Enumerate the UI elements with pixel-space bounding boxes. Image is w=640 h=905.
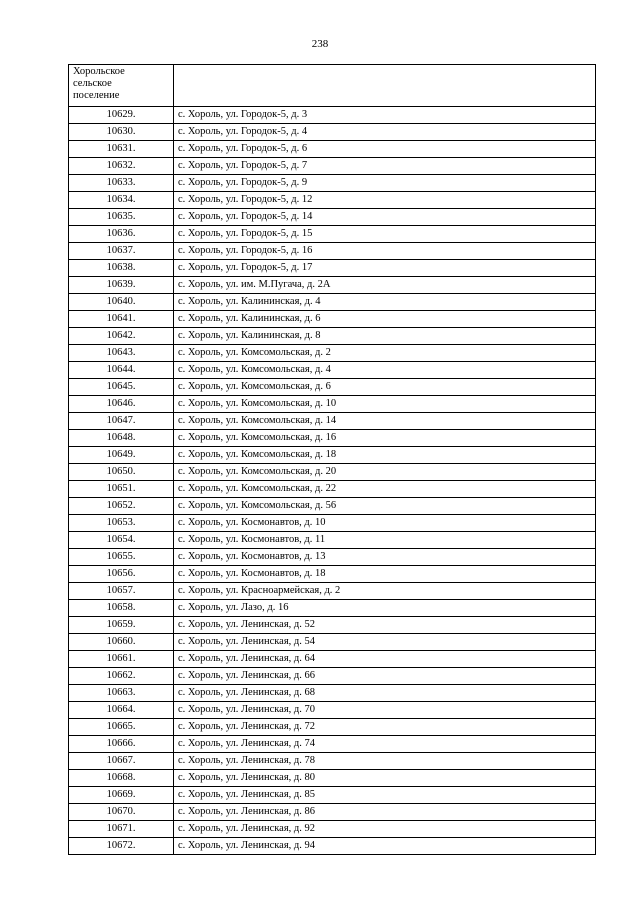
record-address: с. Хороль, ул. Городок-5, д. 3 — [174, 107, 596, 124]
record-address: с. Хороль, ул. Космонавтов, д. 10 — [174, 515, 596, 532]
record-address: с. Хороль, ул. Ленинская, д. 66 — [174, 668, 596, 685]
record-address: с. Хороль, ул. Космонавтов, д. 18 — [174, 566, 596, 583]
record-number: 10665. — [69, 719, 174, 736]
record-number: 10652. — [69, 498, 174, 515]
record-address: с. Хороль, ул. Ленинская, д. 78 — [174, 753, 596, 770]
table-row — [69, 345, 596, 362]
table-row — [69, 413, 596, 430]
table-row — [69, 209, 596, 226]
record-number: 10638. — [69, 260, 174, 277]
table-row — [69, 464, 596, 481]
record-address: с. Хороль, ул. им. М.Пугача, д. 2А — [174, 277, 596, 294]
table-row — [69, 226, 596, 243]
record-number: 10670. — [69, 804, 174, 821]
record-number: 10660. — [69, 634, 174, 651]
record-number: 10655. — [69, 549, 174, 566]
section-empty-cell — [174, 65, 596, 107]
table-row — [69, 583, 596, 600]
table-row — [69, 804, 596, 821]
table-row — [69, 753, 596, 770]
table-row — [69, 651, 596, 668]
table-row — [69, 277, 596, 294]
record-address: с. Хороль, ул. Ленинская, д. 70 — [174, 702, 596, 719]
record-address: с. Хороль, ул. Комсомольская, д. 20 — [174, 464, 596, 481]
record-address: с. Хороль, ул. Ленинская, д. 52 — [174, 617, 596, 634]
table-row — [69, 158, 596, 175]
record-number: 10636. — [69, 226, 174, 243]
record-address: с. Хороль, ул. Ленинская, д. 80 — [174, 770, 596, 787]
record-address: с. Хороль, ул. Ленинская, д. 94 — [174, 838, 596, 855]
address-table-body — [69, 65, 596, 855]
record-number: 10659. — [69, 617, 174, 634]
page-number: 238 — [311, 38, 329, 50]
record-number: 10642. — [69, 328, 174, 345]
table-row — [69, 634, 596, 651]
table-row — [69, 821, 596, 838]
table-row — [69, 107, 596, 124]
record-number: 10664. — [69, 702, 174, 719]
record-number: 10651. — [69, 481, 174, 498]
table-row — [69, 617, 596, 634]
section-header-row — [69, 65, 596, 107]
table-row — [69, 719, 596, 736]
table-row — [69, 549, 596, 566]
record-number: 10630. — [69, 124, 174, 141]
table-row — [69, 396, 596, 413]
table-row — [69, 532, 596, 549]
record-number: 10663. — [69, 685, 174, 702]
record-address: с. Хороль, ул. Комсомольская, д. 10 — [174, 396, 596, 413]
record-address: с. Хороль, ул. Комсомольская, д. 6 — [174, 379, 596, 396]
table-row — [69, 498, 596, 515]
record-number: 10637. — [69, 243, 174, 260]
record-number: 10641. — [69, 311, 174, 328]
table-row — [69, 430, 596, 447]
record-address: с. Хороль, ул. Красноармейская, д. 2 — [174, 583, 596, 600]
table-row — [69, 770, 596, 787]
record-address: с. Хороль, ул. Ленинская, д. 85 — [174, 787, 596, 804]
record-number: 10635. — [69, 209, 174, 226]
record-address: с. Хороль, ул. Городок-5, д. 9 — [174, 175, 596, 192]
record-number: 10631. — [69, 141, 174, 158]
record-number: 10672. — [69, 838, 174, 855]
table-row — [69, 702, 596, 719]
record-number: 10632. — [69, 158, 174, 175]
record-address: с. Хороль, ул. Ленинская, д. 74 — [174, 736, 596, 753]
record-address: с. Хороль, ул. Лазо, д. 16 — [174, 600, 596, 617]
record-address: с. Хороль, ул. Ленинская, д. 86 — [174, 804, 596, 821]
record-number: 10648. — [69, 430, 174, 447]
record-number: 10658. — [69, 600, 174, 617]
record-address: с. Хороль, ул. Комсомольская, д. 4 — [174, 362, 596, 379]
record-number: 10668. — [69, 770, 174, 787]
record-number: 10629. — [69, 107, 174, 124]
record-number: 10656. — [69, 566, 174, 583]
record-address: с. Хороль, ул. Городок-5, д. 4 — [174, 124, 596, 141]
record-number: 10650. — [69, 464, 174, 481]
table-row — [69, 294, 596, 311]
table-row — [69, 447, 596, 464]
table-row — [69, 736, 596, 753]
record-number: 10666. — [69, 736, 174, 753]
record-address: с. Хороль, ул. Космонавтов, д. 13 — [174, 549, 596, 566]
table-row — [69, 192, 596, 209]
record-number: 10646. — [69, 396, 174, 413]
record-number: 10640. — [69, 294, 174, 311]
table-row — [69, 515, 596, 532]
record-address: с. Хороль, ул. Ленинская, д. 64 — [174, 651, 596, 668]
record-number: 10654. — [69, 532, 174, 549]
table-row — [69, 124, 596, 141]
record-number: 10647. — [69, 413, 174, 430]
record-number: 10657. — [69, 583, 174, 600]
table-row — [69, 175, 596, 192]
record-address: с. Хороль, ул. Комсомольская, д. 16 — [174, 430, 596, 447]
record-number: 10639. — [69, 277, 174, 294]
record-address: с. Хороль, ул. Космонавтов, д. 11 — [174, 532, 596, 549]
table-row — [69, 685, 596, 702]
record-address: с. Хороль, ул. Ленинская, д. 92 — [174, 821, 596, 838]
record-address: с. Хороль, ул. Комсомольская, д. 18 — [174, 447, 596, 464]
record-address: с. Хороль, ул. Ленинская, д. 54 — [174, 634, 596, 651]
table-row — [69, 362, 596, 379]
record-address: с. Хороль, ул. Комсомольская, д. 22 — [174, 481, 596, 498]
record-number: 10643. — [69, 345, 174, 362]
record-number: 10661. — [69, 651, 174, 668]
record-address: с. Хороль, ул. Городок-5, д. 14 — [174, 209, 596, 226]
record-number: 10662. — [69, 668, 174, 685]
record-number: 10653. — [69, 515, 174, 532]
table-row — [69, 787, 596, 804]
table-row — [69, 311, 596, 328]
table-row — [69, 481, 596, 498]
record-address: с. Хороль, ул. Ленинская, д. 68 — [174, 685, 596, 702]
table-row — [69, 600, 596, 617]
table-row — [69, 243, 596, 260]
record-address: с. Хороль, ул. Калининская, д. 6 — [174, 311, 596, 328]
record-address: с. Хороль, ул. Городок-5, д. 12 — [174, 192, 596, 209]
record-address: с. Хороль, ул. Городок-5, д. 7 — [174, 158, 596, 175]
record-address: с. Хороль, ул. Городок-5, д. 17 — [174, 260, 596, 277]
table-row — [69, 566, 596, 583]
record-address: с. Хороль, ул. Городок-5, д. 15 — [174, 226, 596, 243]
record-number: 10645. — [69, 379, 174, 396]
record-number: 10669. — [69, 787, 174, 804]
record-number: 10634. — [69, 192, 174, 209]
section-title: Хорольское сельское поселение — [73, 66, 125, 101]
record-address: с. Хороль, ул. Городок-5, д. 6 — [174, 141, 596, 158]
table-row — [69, 141, 596, 158]
section-title-cell — [69, 65, 174, 107]
record-address: с. Хороль, ул. Калининская, д. 8 — [174, 328, 596, 345]
record-number: 10633. — [69, 175, 174, 192]
table-row — [69, 838, 596, 855]
table-row — [69, 260, 596, 277]
record-address: с. Хороль, ул. Комсомольская, д. 2 — [174, 345, 596, 362]
record-address: с. Хороль, ул. Комсомольская, д. 56 — [174, 498, 596, 515]
record-address: с. Хороль, ул. Калининская, д. 4 — [174, 294, 596, 311]
table-row — [69, 379, 596, 396]
record-address: с. Хороль, ул. Городок-5, д. 16 — [174, 243, 596, 260]
record-address: с. Хороль, ул. Ленинская, д. 72 — [174, 719, 596, 736]
record-number: 10671. — [69, 821, 174, 838]
address-table — [68, 64, 596, 855]
record-number: 10649. — [69, 447, 174, 464]
table-row — [69, 328, 596, 345]
record-address: с. Хороль, ул. Комсомольская, д. 14 — [174, 413, 596, 430]
record-number: 10644. — [69, 362, 174, 379]
record-number: 10667. — [69, 753, 174, 770]
table-row — [69, 668, 596, 685]
